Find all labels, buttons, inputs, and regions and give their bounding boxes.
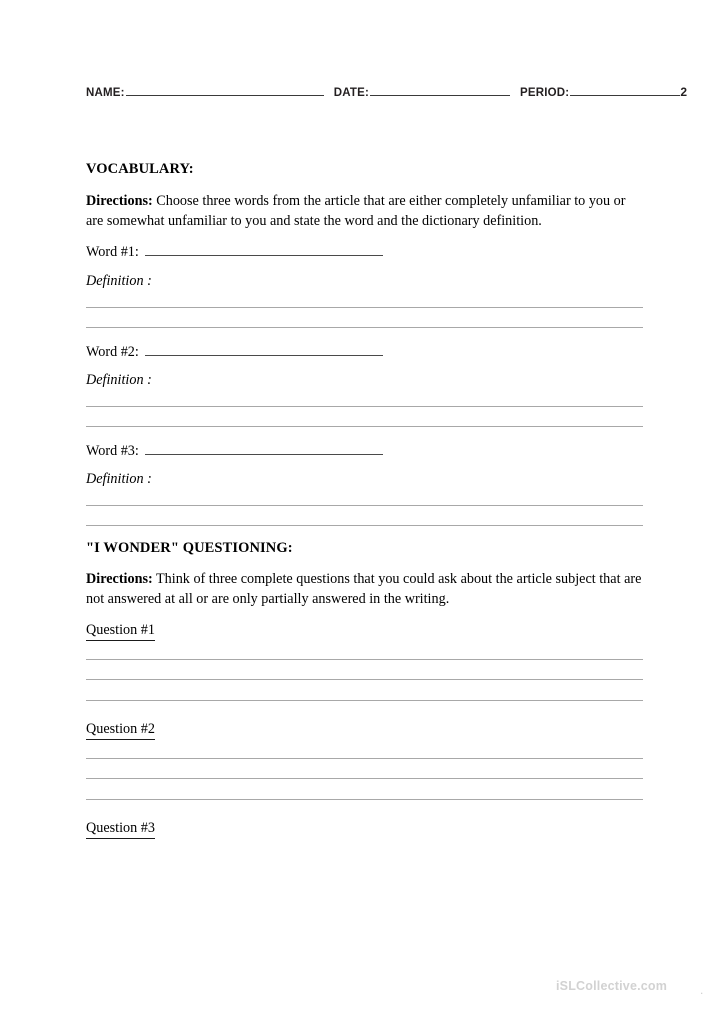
word-2-label: Word #2: (86, 344, 139, 360)
question-2-answer-lines[interactable] (86, 738, 643, 800)
definition-2-answer-lines[interactable] (86, 386, 643, 427)
question-3-label: Question #3 (86, 820, 155, 839)
name-label: NAME: (86, 87, 125, 99)
word-entry-2[interactable] (86, 342, 644, 361)
period-field[interactable] (520, 84, 680, 99)
definition-1-label: Definition : (86, 273, 152, 289)
answer-rule[interactable] (86, 426, 643, 427)
answer-rule[interactable] (86, 778, 643, 779)
word-1-blank-rule[interactable] (145, 242, 383, 256)
date-field[interactable] (334, 84, 510, 99)
vocabulary-section-title: VOCABULARY: (86, 161, 194, 177)
answer-rule[interactable] (86, 505, 643, 506)
vocabulary-directions (86, 192, 644, 231)
definition-2-label: Definition : (86, 372, 152, 388)
definition-3-label: Definition : (86, 471, 152, 487)
answer-rule[interactable] (86, 679, 643, 680)
word-3-label: Word #3: (86, 443, 139, 459)
question-2-block (86, 720, 644, 740)
period-label: PERIOD: (519, 87, 570, 99)
questioning-section-title: "I WONDER" QUESTIONING: (86, 540, 293, 556)
questioning-directions-label: Directions: (86, 571, 153, 587)
name-blank-rule[interactable] (126, 84, 324, 96)
word-entry-3[interactable] (86, 441, 644, 460)
answer-rule[interactable] (86, 758, 643, 759)
question-3-block (86, 819, 644, 839)
answer-rule[interactable] (86, 700, 643, 701)
date-label: DATE: (333, 87, 369, 99)
question-1-label: Question #1 (86, 622, 155, 641)
word-2-blank-rule[interactable] (145, 342, 383, 356)
answer-rule[interactable] (86, 525, 643, 526)
date-blank-rule[interactable] (370, 84, 510, 96)
question-1-answer-lines[interactable] (86, 639, 643, 701)
page-number: 2 (680, 85, 688, 99)
answer-rule[interactable] (86, 659, 643, 660)
word-3-blank-rule[interactable] (145, 441, 383, 455)
answer-rule[interactable] (86, 327, 643, 328)
watermark-dot: . (700, 983, 704, 997)
name-field[interactable] (86, 84, 324, 99)
word-entry-1[interactable] (86, 242, 644, 261)
question-2-label: Question #2 (86, 721, 155, 740)
questioning-directions-text: Think of three complete questions that you could ask about the article subject that are not answered at all or are only partially answered in the writing. (86, 571, 642, 607)
questioning-directions (86, 570, 644, 609)
answer-rule[interactable] (86, 406, 643, 407)
answer-rule[interactable] (86, 799, 643, 800)
islcollective-watermark: iSLCollective.com (556, 979, 668, 993)
period-blank-rule[interactable] (570, 84, 680, 96)
worksheet-header (86, 84, 688, 99)
definition-3-answer-lines[interactable] (86, 485, 643, 526)
vocabulary-directions-text: Choose three words from the article that are either completely unfamiliar to you or are somewhat unfamiliar to you and state the word and the dictionary definition. (86, 193, 626, 229)
vocabulary-directions-label: Directions: (86, 193, 153, 209)
definition-1-answer-lines[interactable] (86, 287, 643, 328)
answer-rule[interactable] (86, 307, 643, 308)
question-1-block (86, 621, 644, 641)
word-1-label: Word #1: (86, 244, 139, 260)
